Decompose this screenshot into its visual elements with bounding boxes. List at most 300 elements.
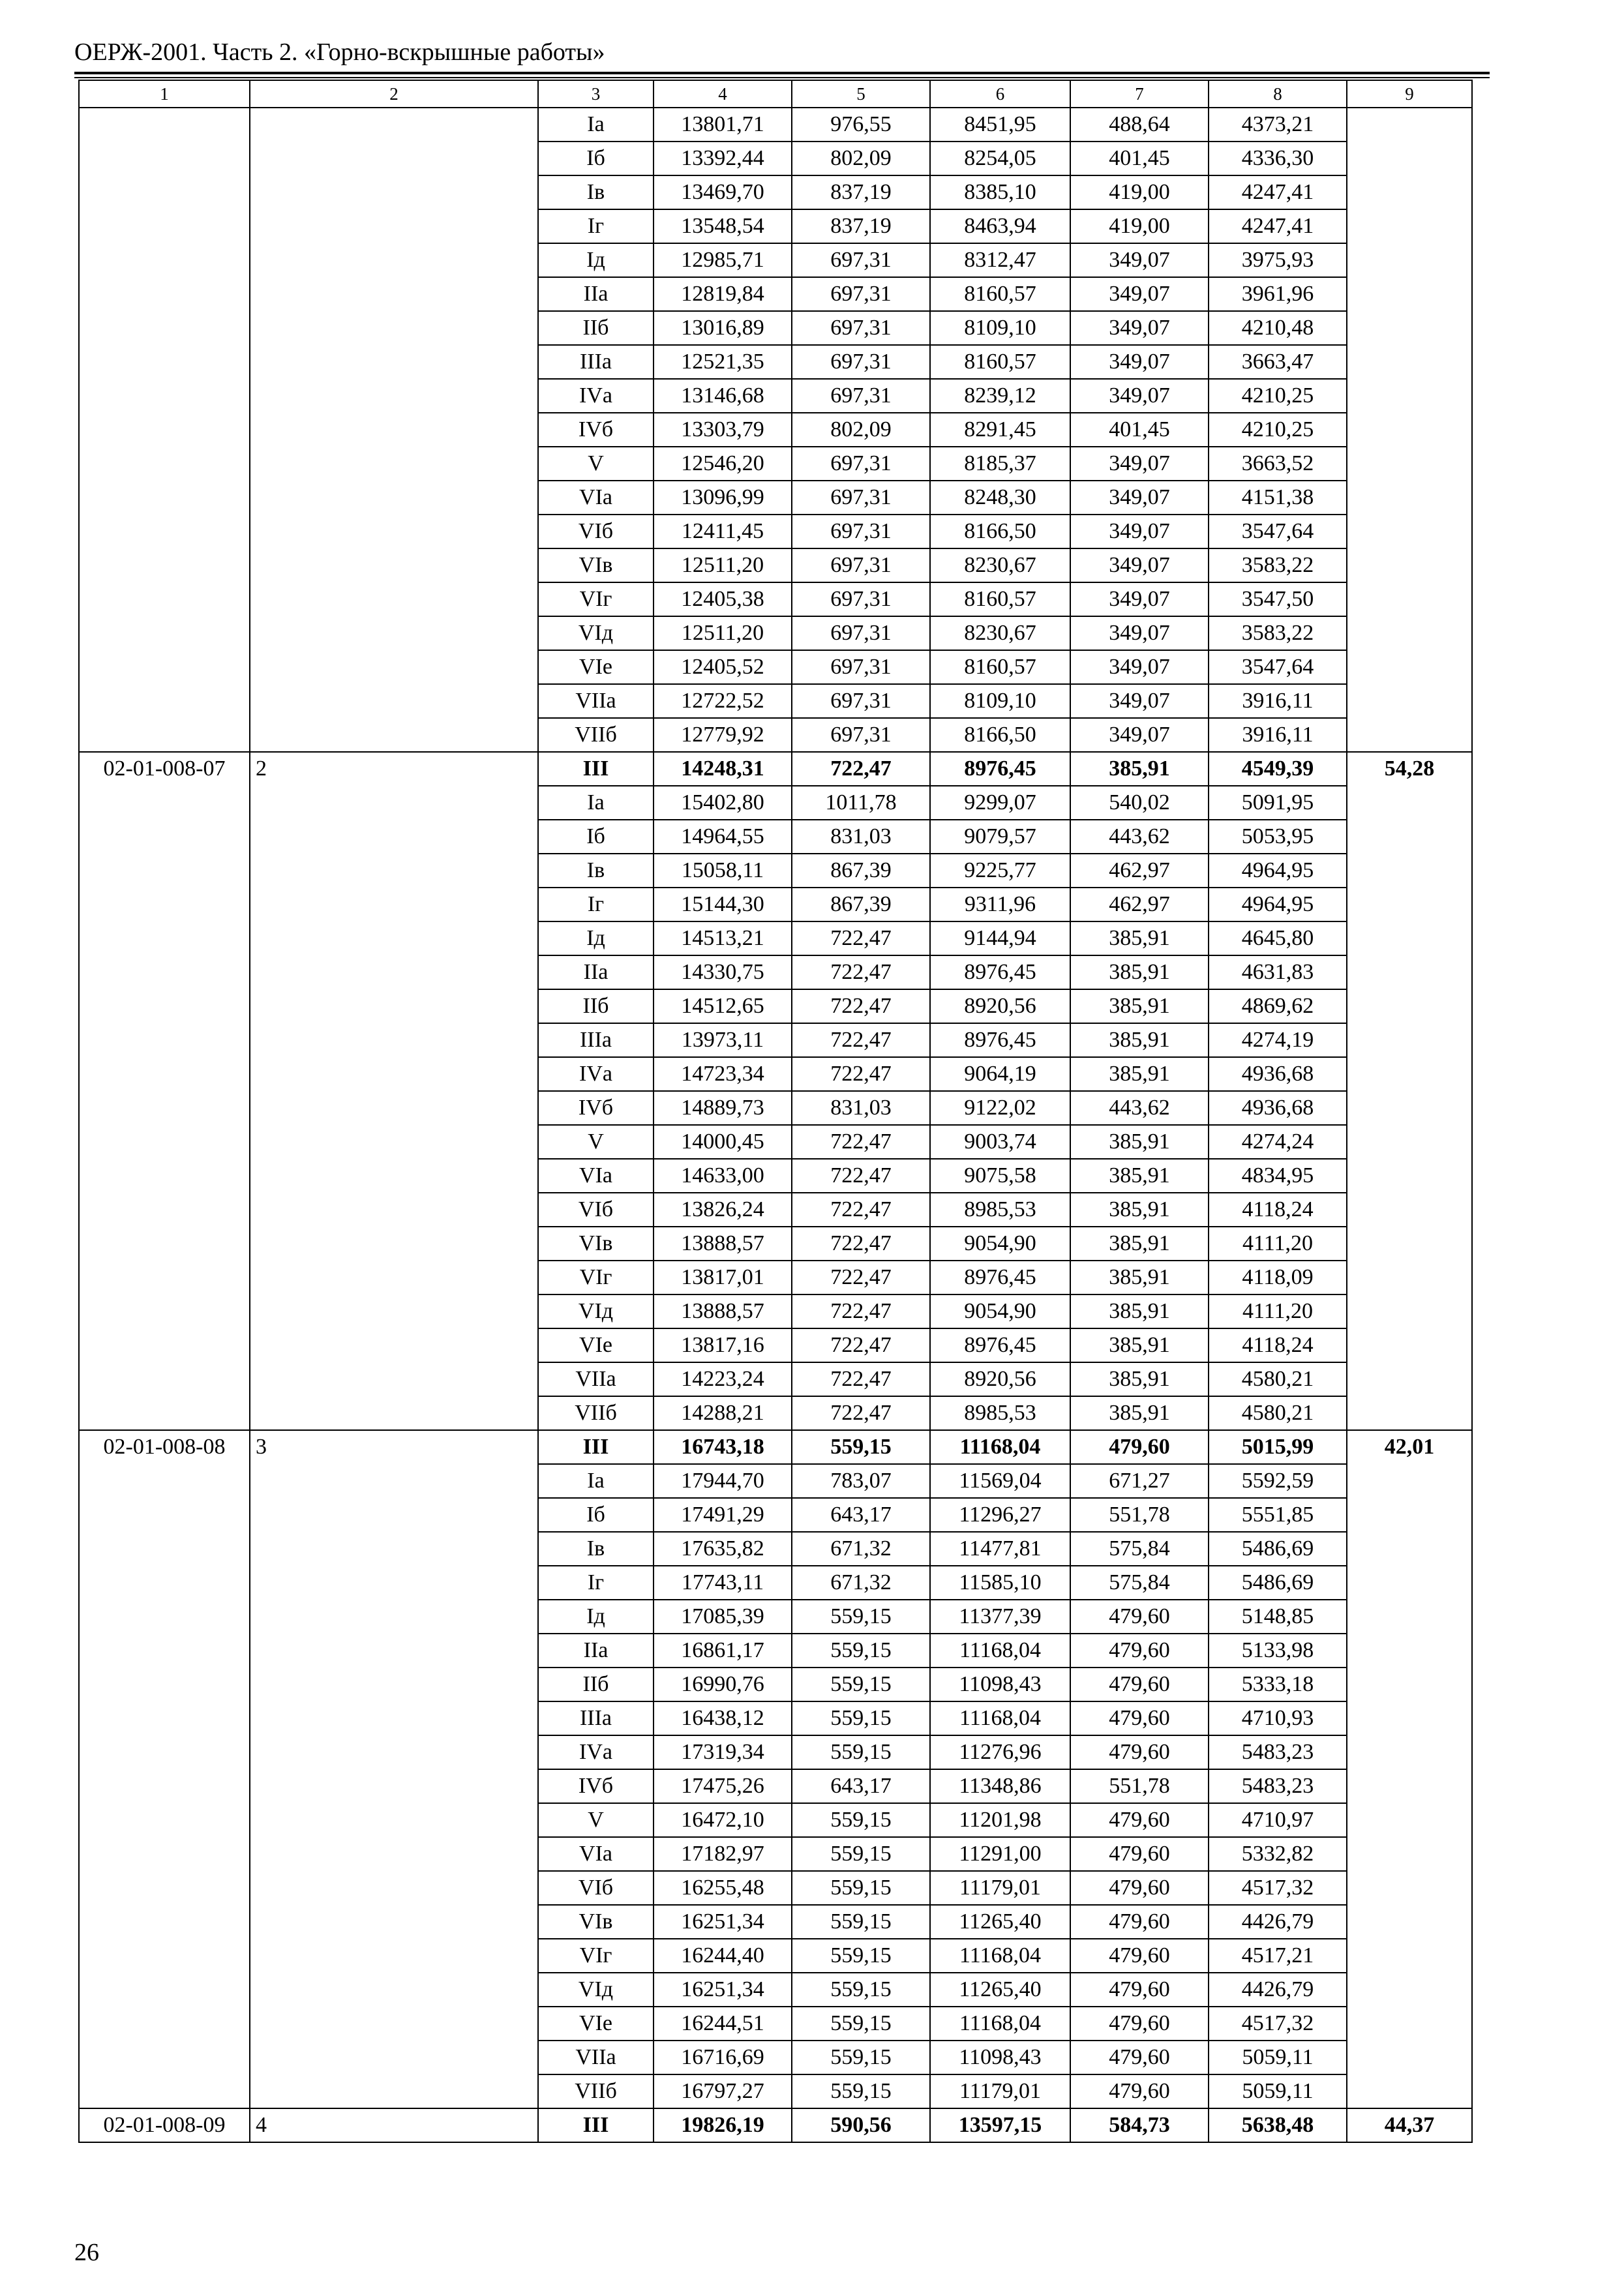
zone-cell: Iв <box>538 175 654 209</box>
machinery-cell: 11276,96 <box>930 1735 1070 1769</box>
machinery-wages-cell: 349,07 <box>1070 548 1209 582</box>
zone-cell: VIб <box>538 1193 654 1227</box>
machinery-wages-cell: 349,07 <box>1070 718 1209 752</box>
machinery-wages-cell: 349,07 <box>1070 311 1209 345</box>
direct-cost-cell: 12985,71 <box>654 243 792 277</box>
wages-cell: 559,15 <box>792 1803 930 1837</box>
direct-cost-cell: 17085,39 <box>654 1600 792 1634</box>
machinery-cell: 9054,90 <box>930 1227 1070 1261</box>
machinery-wages-cell: 385,91 <box>1070 1023 1209 1057</box>
wages-cell: 697,31 <box>792 616 930 650</box>
materials-cell: 4373,21 <box>1209 108 1347 142</box>
machinery-cell: 8451,95 <box>930 108 1070 142</box>
zone-cell: IIIа <box>538 1701 654 1735</box>
column-number: 3 <box>538 80 654 108</box>
materials-cell: 4151,38 <box>1209 481 1347 515</box>
column-number: 6 <box>930 80 1070 108</box>
direct-cost-cell: 17182,97 <box>654 1837 792 1871</box>
direct-cost-cell: 13826,24 <box>654 1193 792 1227</box>
zone-cell: Iв <box>538 854 654 888</box>
machinery-wages-cell: 462,97 <box>1070 888 1209 921</box>
zone-cell: IIа <box>538 1634 654 1668</box>
machinery-wages-cell: 462,97 <box>1070 854 1209 888</box>
wages-cell: 697,31 <box>792 379 930 413</box>
machinery-wages-cell: 349,07 <box>1070 277 1209 311</box>
machinery-wages-cell: 349,07 <box>1070 379 1209 413</box>
direct-cost-cell: 13548,54 <box>654 209 792 243</box>
materials-cell: 5053,95 <box>1209 820 1347 854</box>
wages-cell: 643,17 <box>792 1498 930 1532</box>
materials-cell: 4274,19 <box>1209 1023 1347 1057</box>
materials-cell: 5091,95 <box>1209 786 1347 820</box>
column-number: 2 <box>250 80 538 108</box>
zone-cell: VIг <box>538 582 654 616</box>
materials-cell: 4274,24 <box>1209 1125 1347 1159</box>
materials-cell: 4336,30 <box>1209 142 1347 175</box>
header-rule <box>74 72 1490 74</box>
materials-cell: 4869,62 <box>1209 989 1347 1023</box>
labor-hours-cell: 54,28 <box>1347 752 1472 1430</box>
wages-cell: 559,15 <box>792 1701 930 1735</box>
machinery-cell: 8920,56 <box>930 1362 1070 1396</box>
norms-table <box>78 80 1473 2143</box>
column-number-row <box>79 80 1472 108</box>
wages-cell: 976,55 <box>792 108 930 142</box>
zone-cell: III <box>538 752 654 786</box>
zone-cell: VIе <box>538 2007 654 2041</box>
direct-cost-cell: 14512,65 <box>654 989 792 1023</box>
machinery-wages-cell: 551,78 <box>1070 1498 1209 1532</box>
direct-cost-cell: 13888,57 <box>654 1227 792 1261</box>
materials-cell: 3547,64 <box>1209 650 1347 684</box>
machinery-wages-cell: 575,84 <box>1070 1566 1209 1600</box>
materials-cell: 4118,09 <box>1209 1261 1347 1294</box>
zone-cell: VIе <box>538 650 654 684</box>
direct-cost-cell: 17319,34 <box>654 1735 792 1769</box>
machinery-cell: 11201,98 <box>930 1803 1070 1837</box>
wages-cell: 831,03 <box>792 820 930 854</box>
direct-cost-cell: 12521,35 <box>654 345 792 379</box>
machinery-wages-cell: 385,91 <box>1070 1193 1209 1227</box>
machinery-wages-cell: 479,60 <box>1070 1837 1209 1871</box>
column-number: 4 <box>654 80 792 108</box>
direct-cost-cell: 14000,45 <box>654 1125 792 1159</box>
wages-cell: 722,47 <box>792 1227 930 1261</box>
wages-cell: 671,32 <box>792 1566 930 1600</box>
zone-cell: V <box>538 1125 654 1159</box>
direct-cost-cell: 13016,89 <box>654 311 792 345</box>
labor-hours-cell <box>1347 108 1472 752</box>
machinery-wages-cell: 479,60 <box>1070 1668 1209 1701</box>
machinery-cell: 11585,10 <box>930 1566 1070 1600</box>
materials-cell: 4210,48 <box>1209 311 1347 345</box>
machinery-wages-cell: 385,91 <box>1070 1261 1209 1294</box>
materials-cell: 4580,21 <box>1209 1396 1347 1430</box>
machinery-cell: 11168,04 <box>930 2007 1070 2041</box>
norm-code-cell: 02-01-008-07 <box>79 752 250 1430</box>
wages-cell: 722,47 <box>792 752 930 786</box>
wages-cell: 697,31 <box>792 243 930 277</box>
machinery-cell: 9064,19 <box>930 1057 1070 1091</box>
wages-cell: 697,31 <box>792 718 930 752</box>
direct-cost-cell: 12511,20 <box>654 616 792 650</box>
wages-cell: 559,15 <box>792 1905 930 1939</box>
machinery-wages-cell: 479,60 <box>1070 1430 1209 1464</box>
direct-cost-cell: 13973,11 <box>654 1023 792 1057</box>
zone-cell: VIIб <box>538 2074 654 2108</box>
machinery-wages-cell: 443,62 <box>1070 820 1209 854</box>
wages-cell: 697,31 <box>792 311 930 345</box>
materials-cell: 3975,93 <box>1209 243 1347 277</box>
table-row <box>79 1430 1472 1464</box>
direct-cost-cell: 12779,92 <box>654 718 792 752</box>
direct-cost-cell: 12546,20 <box>654 447 792 481</box>
machinery-cell: 11569,04 <box>930 1464 1070 1498</box>
materials-cell: 5483,23 <box>1209 1735 1347 1769</box>
zone-cell: Iд <box>538 1600 654 1634</box>
zone-cell: Iб <box>538 1498 654 1532</box>
direct-cost-cell: 13817,16 <box>654 1328 792 1362</box>
wages-cell: 697,31 <box>792 650 930 684</box>
machinery-wages-cell: 479,60 <box>1070 2074 1209 2108</box>
machinery-wages-cell: 385,91 <box>1070 1227 1209 1261</box>
zone-cell: Iг <box>538 1566 654 1600</box>
machinery-cell: 8230,67 <box>930 616 1070 650</box>
materials-cell: 4517,21 <box>1209 1939 1347 1973</box>
direct-cost-cell: 13303,79 <box>654 413 792 447</box>
direct-cost-cell: 17944,70 <box>654 1464 792 1498</box>
machinery-cell: 11168,04 <box>930 1634 1070 1668</box>
machinery-cell: 8976,45 <box>930 1328 1070 1362</box>
zone-cell: VIа <box>538 481 654 515</box>
zone-cell: VIб <box>538 515 654 548</box>
machinery-wages-cell: 479,60 <box>1070 2041 1209 2074</box>
wages-cell: 722,47 <box>792 1159 930 1193</box>
zone-cell: V <box>538 1803 654 1837</box>
machinery-cell: 8920,56 <box>930 989 1070 1023</box>
header-rule-secondary <box>74 77 1490 78</box>
machinery-cell: 8160,57 <box>930 582 1070 616</box>
wages-cell: 559,15 <box>792 1939 930 1973</box>
direct-cost-cell: 14288,21 <box>654 1396 792 1430</box>
direct-cost-cell: 16251,34 <box>654 1905 792 1939</box>
zone-cell: III <box>538 1430 654 1464</box>
column-number: 9 <box>1347 80 1472 108</box>
zone-cell: VIе <box>538 1328 654 1362</box>
machinery-wages-cell: 419,00 <box>1070 175 1209 209</box>
materials-cell: 5015,99 <box>1209 1430 1347 1464</box>
zone-cell: VIа <box>538 1837 654 1871</box>
machinery-wages-cell: 385,91 <box>1070 752 1209 786</box>
machinery-wages-cell: 385,91 <box>1070 1125 1209 1159</box>
zone-cell: Iа <box>538 1464 654 1498</box>
direct-cost-cell: 13801,71 <box>654 108 792 142</box>
machinery-cell: 11179,01 <box>930 2074 1070 2108</box>
page-number: 26 <box>74 2239 99 2266</box>
materials-cell: 4580,21 <box>1209 1362 1347 1396</box>
wages-cell: 1011,78 <box>792 786 930 820</box>
wages-cell: 697,31 <box>792 447 930 481</box>
materials-cell: 5483,23 <box>1209 1769 1347 1803</box>
machinery-wages-cell: 479,60 <box>1070 1939 1209 1973</box>
machinery-cell: 8985,53 <box>930 1193 1070 1227</box>
zone-cell: Iб <box>538 820 654 854</box>
machinery-wages-cell: 551,78 <box>1070 1769 1209 1803</box>
column-number: 7 <box>1070 80 1209 108</box>
labor-hours-cell: 42,01 <box>1347 1430 1472 2108</box>
zone-cell: IVб <box>538 1769 654 1803</box>
machinery-wages-cell: 479,60 <box>1070 1735 1209 1769</box>
zone-cell: Iд <box>538 921 654 955</box>
materials-cell: 4631,83 <box>1209 955 1347 989</box>
materials-cell: 4517,32 <box>1209 1871 1347 1905</box>
wages-cell: 722,47 <box>792 1057 930 1091</box>
column-number: 1 <box>79 80 250 108</box>
column-number: 8 <box>1209 80 1347 108</box>
machinery-cell: 8230,67 <box>930 548 1070 582</box>
direct-cost-cell: 14513,21 <box>654 921 792 955</box>
materials-cell: 3961,96 <box>1209 277 1347 311</box>
machinery-wages-cell: 349,07 <box>1070 481 1209 515</box>
machinery-cell: 8160,57 <box>930 345 1070 379</box>
materials-cell: 5332,82 <box>1209 1837 1347 1871</box>
direct-cost-cell: 12411,45 <box>654 515 792 548</box>
materials-cell: 3663,47 <box>1209 345 1347 379</box>
direct-cost-cell: 15402,80 <box>654 786 792 820</box>
machinery-wages-cell: 575,84 <box>1070 1532 1209 1566</box>
machinery-cell: 11168,04 <box>930 1939 1070 1973</box>
direct-cost-cell: 12511,20 <box>654 548 792 582</box>
zone-cell: V <box>538 447 654 481</box>
materials-cell: 4710,97 <box>1209 1803 1347 1837</box>
machinery-wages-cell: 349,07 <box>1070 650 1209 684</box>
materials-cell: 3916,11 <box>1209 718 1347 752</box>
materials-cell: 5486,69 <box>1209 1566 1347 1600</box>
materials-cell: 3916,11 <box>1209 684 1347 718</box>
direct-cost-cell: 17491,29 <box>654 1498 792 1532</box>
norm-group-cell: 2 <box>250 752 538 1430</box>
wages-cell: 802,09 <box>792 413 930 447</box>
wages-cell: 722,47 <box>792 1328 930 1362</box>
wages-cell: 722,47 <box>792 1294 930 1328</box>
wages-cell: 697,31 <box>792 277 930 311</box>
materials-cell: 4247,41 <box>1209 209 1347 243</box>
machinery-cell: 8160,57 <box>930 277 1070 311</box>
machinery-wages-cell: 401,45 <box>1070 413 1209 447</box>
machinery-cell: 9311,96 <box>930 888 1070 921</box>
machinery-wages-cell: 385,91 <box>1070 1159 1209 1193</box>
wages-cell: 671,32 <box>792 1532 930 1566</box>
materials-cell: 4936,68 <box>1209 1091 1347 1125</box>
machinery-cell: 8160,57 <box>930 650 1070 684</box>
machinery-cell: 8166,50 <box>930 718 1070 752</box>
machinery-wages-cell: 443,62 <box>1070 1091 1209 1125</box>
materials-cell: 4936,68 <box>1209 1057 1347 1091</box>
machinery-wages-cell: 385,91 <box>1070 1328 1209 1362</box>
machinery-cell: 8976,45 <box>930 955 1070 989</box>
wages-cell: 559,15 <box>792 1600 930 1634</box>
direct-cost-cell: 16716,69 <box>654 2041 792 2074</box>
machinery-cell: 9122,02 <box>930 1091 1070 1125</box>
materials-cell: 4118,24 <box>1209 1328 1347 1362</box>
machinery-cell: 8166,50 <box>930 515 1070 548</box>
machinery-cell: 9144,94 <box>930 921 1070 955</box>
materials-cell: 4549,39 <box>1209 752 1347 786</box>
machinery-cell: 9054,90 <box>930 1294 1070 1328</box>
direct-cost-cell: 16244,40 <box>654 1939 792 1973</box>
machinery-cell: 11265,40 <box>930 1973 1070 2007</box>
wages-cell: 722,47 <box>792 1193 930 1227</box>
materials-cell: 5059,11 <box>1209 2041 1347 2074</box>
machinery-cell: 9075,58 <box>930 1159 1070 1193</box>
wages-cell: 697,31 <box>792 345 930 379</box>
machinery-wages-cell: 385,91 <box>1070 921 1209 955</box>
materials-cell: 3663,52 <box>1209 447 1347 481</box>
zone-cell: Iг <box>538 888 654 921</box>
norm-group-cell: 4 <box>250 2108 538 2142</box>
wages-cell: 837,19 <box>792 209 930 243</box>
materials-cell: 4645,80 <box>1209 921 1347 955</box>
wages-cell: 559,15 <box>792 1871 930 1905</box>
machinery-wages-cell: 479,60 <box>1070 1701 1209 1735</box>
zone-cell: VIв <box>538 1227 654 1261</box>
wages-cell: 559,15 <box>792 1735 930 1769</box>
norm-code-cell: 02-01-008-08 <box>79 1430 250 2108</box>
wages-cell: 722,47 <box>792 1023 930 1057</box>
zone-cell: VIв <box>538 1905 654 1939</box>
wages-cell: 722,47 <box>792 989 930 1023</box>
direct-cost-cell: 16244,51 <box>654 2007 792 2041</box>
zone-cell: VIд <box>538 616 654 650</box>
machinery-cell: 9225,77 <box>930 854 1070 888</box>
machinery-cell: 9003,74 <box>930 1125 1070 1159</box>
direct-cost-cell: 17635,82 <box>654 1532 792 1566</box>
materials-cell: 4210,25 <box>1209 413 1347 447</box>
direct-cost-cell: 12405,38 <box>654 582 792 616</box>
materials-cell: 4710,93 <box>1209 1701 1347 1735</box>
zone-cell: Iг <box>538 209 654 243</box>
materials-cell: 3583,22 <box>1209 548 1347 582</box>
machinery-wages-cell: 385,91 <box>1070 989 1209 1023</box>
machinery-wages-cell: 540,02 <box>1070 786 1209 820</box>
materials-cell: 4111,20 <box>1209 1227 1347 1261</box>
wages-cell: 559,15 <box>792 1430 930 1464</box>
machinery-cell: 11291,00 <box>930 1837 1070 1871</box>
machinery-cell: 8976,45 <box>930 1261 1070 1294</box>
direct-cost-cell: 14723,34 <box>654 1057 792 1091</box>
materials-cell: 3547,50 <box>1209 582 1347 616</box>
wages-cell: 722,47 <box>792 1396 930 1430</box>
materials-cell: 4210,25 <box>1209 379 1347 413</box>
machinery-wages-cell: 349,07 <box>1070 684 1209 718</box>
machinery-wages-cell: 349,07 <box>1070 243 1209 277</box>
direct-cost-cell: 12819,84 <box>654 277 792 311</box>
wages-cell: 722,47 <box>792 955 930 989</box>
table-row <box>79 752 1472 786</box>
wages-cell: 697,31 <box>792 481 930 515</box>
machinery-cell: 9299,07 <box>930 786 1070 820</box>
materials-cell: 5486,69 <box>1209 1532 1347 1566</box>
direct-cost-cell: 16472,10 <box>654 1803 792 1837</box>
wages-cell: 643,17 <box>792 1769 930 1803</box>
direct-cost-cell: 14223,24 <box>654 1362 792 1396</box>
zone-cell: IIа <box>538 955 654 989</box>
zone-cell: Iа <box>538 108 654 142</box>
direct-cost-cell: 14889,73 <box>654 1091 792 1125</box>
machinery-wages-cell: 479,60 <box>1070 1634 1209 1668</box>
norm-code-cell <box>79 108 250 752</box>
machinery-cell: 11179,01 <box>930 1871 1070 1905</box>
materials-cell: 5592,59 <box>1209 1464 1347 1498</box>
machinery-cell: 11477,81 <box>930 1532 1070 1566</box>
wages-cell: 697,31 <box>792 548 930 582</box>
direct-cost-cell: 16797,27 <box>654 2074 792 2108</box>
machinery-wages-cell: 385,91 <box>1070 1057 1209 1091</box>
direct-cost-cell: 15144,30 <box>654 888 792 921</box>
wages-cell: 722,47 <box>792 1261 930 1294</box>
zone-cell: VIг <box>538 1261 654 1294</box>
direct-cost-cell: 14248,31 <box>654 752 792 786</box>
machinery-cell: 8976,45 <box>930 1023 1070 1057</box>
materials-cell: 4834,95 <box>1209 1159 1347 1193</box>
zone-cell: VIIб <box>538 718 654 752</box>
direct-cost-cell: 13096,99 <box>654 481 792 515</box>
materials-cell: 4964,95 <box>1209 854 1347 888</box>
machinery-wages-cell: 479,60 <box>1070 1803 1209 1837</box>
materials-cell: 3547,64 <box>1209 515 1347 548</box>
machinery-cell: 11098,43 <box>930 1668 1070 1701</box>
machinery-wages-cell: 385,91 <box>1070 955 1209 989</box>
table-row <box>79 108 1472 142</box>
direct-cost-cell: 16861,17 <box>654 1634 792 1668</box>
wages-cell: 867,39 <box>792 888 930 921</box>
zone-cell: VIд <box>538 1973 654 2007</box>
materials-cell: 4426,79 <box>1209 1905 1347 1939</box>
direct-cost-cell: 12405,52 <box>654 650 792 684</box>
direct-cost-cell: 15058,11 <box>654 854 792 888</box>
machinery-wages-cell: 671,27 <box>1070 1464 1209 1498</box>
wages-cell: 697,31 <box>792 515 930 548</box>
machinery-wages-cell: 488,64 <box>1070 108 1209 142</box>
machinery-cell: 8312,47 <box>930 243 1070 277</box>
wages-cell: 559,15 <box>792 1634 930 1668</box>
zone-cell: VIIа <box>538 1362 654 1396</box>
wages-cell: 559,15 <box>792 1973 930 2007</box>
direct-cost-cell: 17475,26 <box>654 1769 792 1803</box>
wages-cell: 722,47 <box>792 1362 930 1396</box>
wages-cell: 559,15 <box>792 2007 930 2041</box>
machinery-wages-cell: 419,00 <box>1070 209 1209 243</box>
wages-cell: 837,19 <box>792 175 930 209</box>
materials-cell: 5148,85 <box>1209 1600 1347 1634</box>
machinery-cell: 11168,04 <box>930 1701 1070 1735</box>
zone-cell: VIIа <box>538 684 654 718</box>
direct-cost-cell: 12722,52 <box>654 684 792 718</box>
machinery-wages-cell: 349,07 <box>1070 582 1209 616</box>
materials-cell: 5059,11 <box>1209 2074 1347 2108</box>
machinery-cell: 11348,86 <box>930 1769 1070 1803</box>
machinery-cell: 11265,40 <box>930 1905 1070 1939</box>
machinery-wages-cell: 479,60 <box>1070 1973 1209 2007</box>
wages-cell: 697,31 <box>792 582 930 616</box>
machinery-cell: 13597,15 <box>930 2108 1070 2142</box>
zone-cell: IVб <box>538 413 654 447</box>
zone-cell: IIа <box>538 277 654 311</box>
zone-cell: IIIа <box>538 345 654 379</box>
materials-cell: 4517,32 <box>1209 2007 1347 2041</box>
materials-cell: 3583,22 <box>1209 616 1347 650</box>
zone-cell: VIв <box>538 548 654 582</box>
